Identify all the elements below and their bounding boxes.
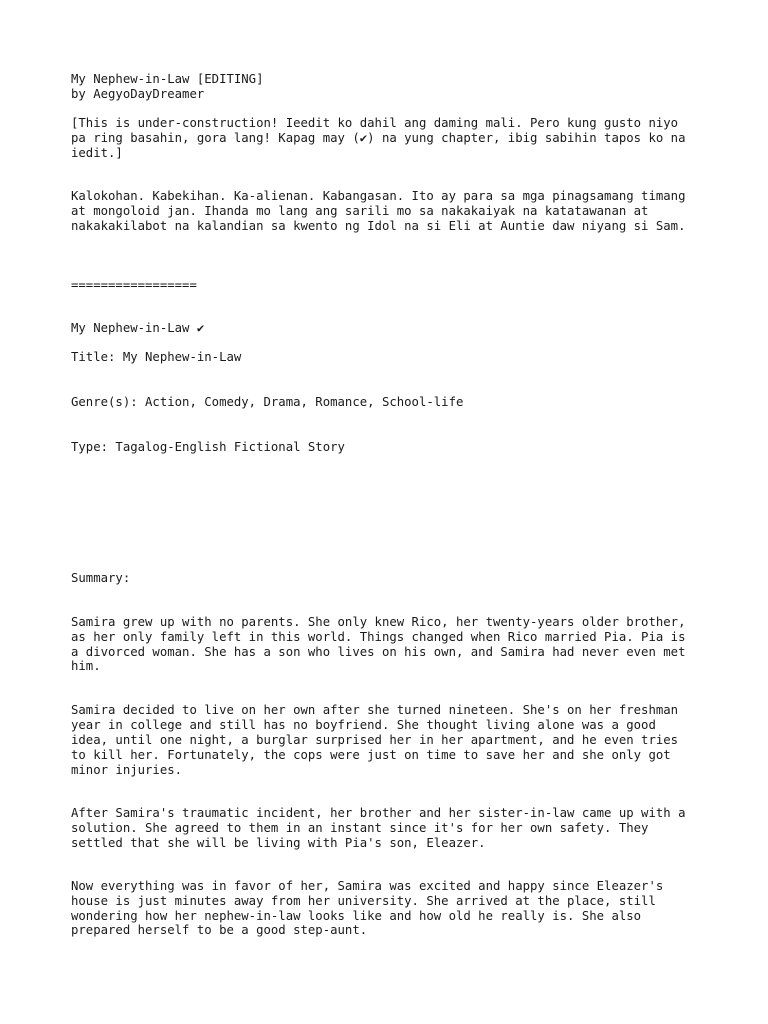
summary-line: house is just minutes away from her university. She arrived at the place, still: [71, 894, 656, 908]
summary-line: Samira grew up with no parents. She only knew Rico, her twenty-years older brother,: [71, 615, 686, 629]
summary-line: year in college and still has no boyfriend. She thought living alone was a good: [71, 718, 656, 732]
summary-line: minor injuries.: [71, 763, 183, 777]
blurb-line: nakakakilabot na kalandian sa kwento ng Idol na si Eli at Auntie daw niyang si Sam.: [71, 219, 686, 233]
note-line: [This is under-construction! Ieedit ko dahil ang daming mali. Pero kung gusto niyo: [71, 116, 679, 130]
info-title: Title: My Nephew-in-Law: [71, 350, 242, 364]
summary-line: solution. She agreed to them in an instant since it's for her own safety. They: [71, 821, 649, 835]
blurb-line: Kalokohan. Kabekihan. Ka-alienan. Kabangasan. Ito ay para sa mga pinagsamang timang: [71, 189, 686, 203]
section-divider: =================: [71, 278, 197, 292]
summary-line: prepared herself to be a good step-aunt.: [71, 923, 368, 937]
chapter-heading: My Nephew-in-Law ✔: [71, 321, 205, 335]
summary-line: as her only family left in this world. Things changed when Rico married Pia. Pia is: [71, 630, 686, 644]
summary-line: him.: [71, 659, 101, 673]
info-genres: Genre(s): Action, Comedy, Drama, Romance, School-life: [71, 395, 464, 409]
summary-line: Now everything was in favor of her, Samira was excited and happy since Eleazer's: [71, 879, 664, 893]
summary-label: Summary:: [71, 571, 131, 585]
info-type: Type: Tagalog-English Fictional Story: [71, 440, 345, 454]
summary-line: wondering how her nephew-in-law looks like and how old he really is. She also: [71, 909, 642, 923]
summary-line: Samira decided to live on her own after she turned nineteen. She's on her freshman: [71, 703, 679, 717]
blurb-line: at mongoloid jan. Ihanda mo lang ang sarili mo sa nakakaiyak na katatawanan at: [71, 204, 649, 218]
story-title: My Nephew-in-Law [EDITING]: [71, 72, 264, 86]
note-line: iedit.]: [71, 146, 123, 160]
summary-line: After Samira's traumatic incident, her brother and her sister-in-law came up with a: [71, 806, 686, 820]
summary-line: a divorced woman. She has a son who lives on his own, and Samira had never even met: [71, 645, 686, 659]
summary-line: to kill her. Fortunately, the cops were just on time to save her and she only got: [71, 748, 671, 762]
story-author: by AegyoDayDreamer: [71, 87, 205, 101]
summary-line: settled that she will be living with Pia's son, Eleazer.: [71, 836, 486, 850]
note-line: pa ring basahin, gora lang! Kapag may (✔) na yung chapter, ibig sabihin tapos ko na: [71, 131, 686, 145]
summary-line: idea, until one night, a burglar surprised her in her apartment, and he even tries: [71, 733, 679, 747]
